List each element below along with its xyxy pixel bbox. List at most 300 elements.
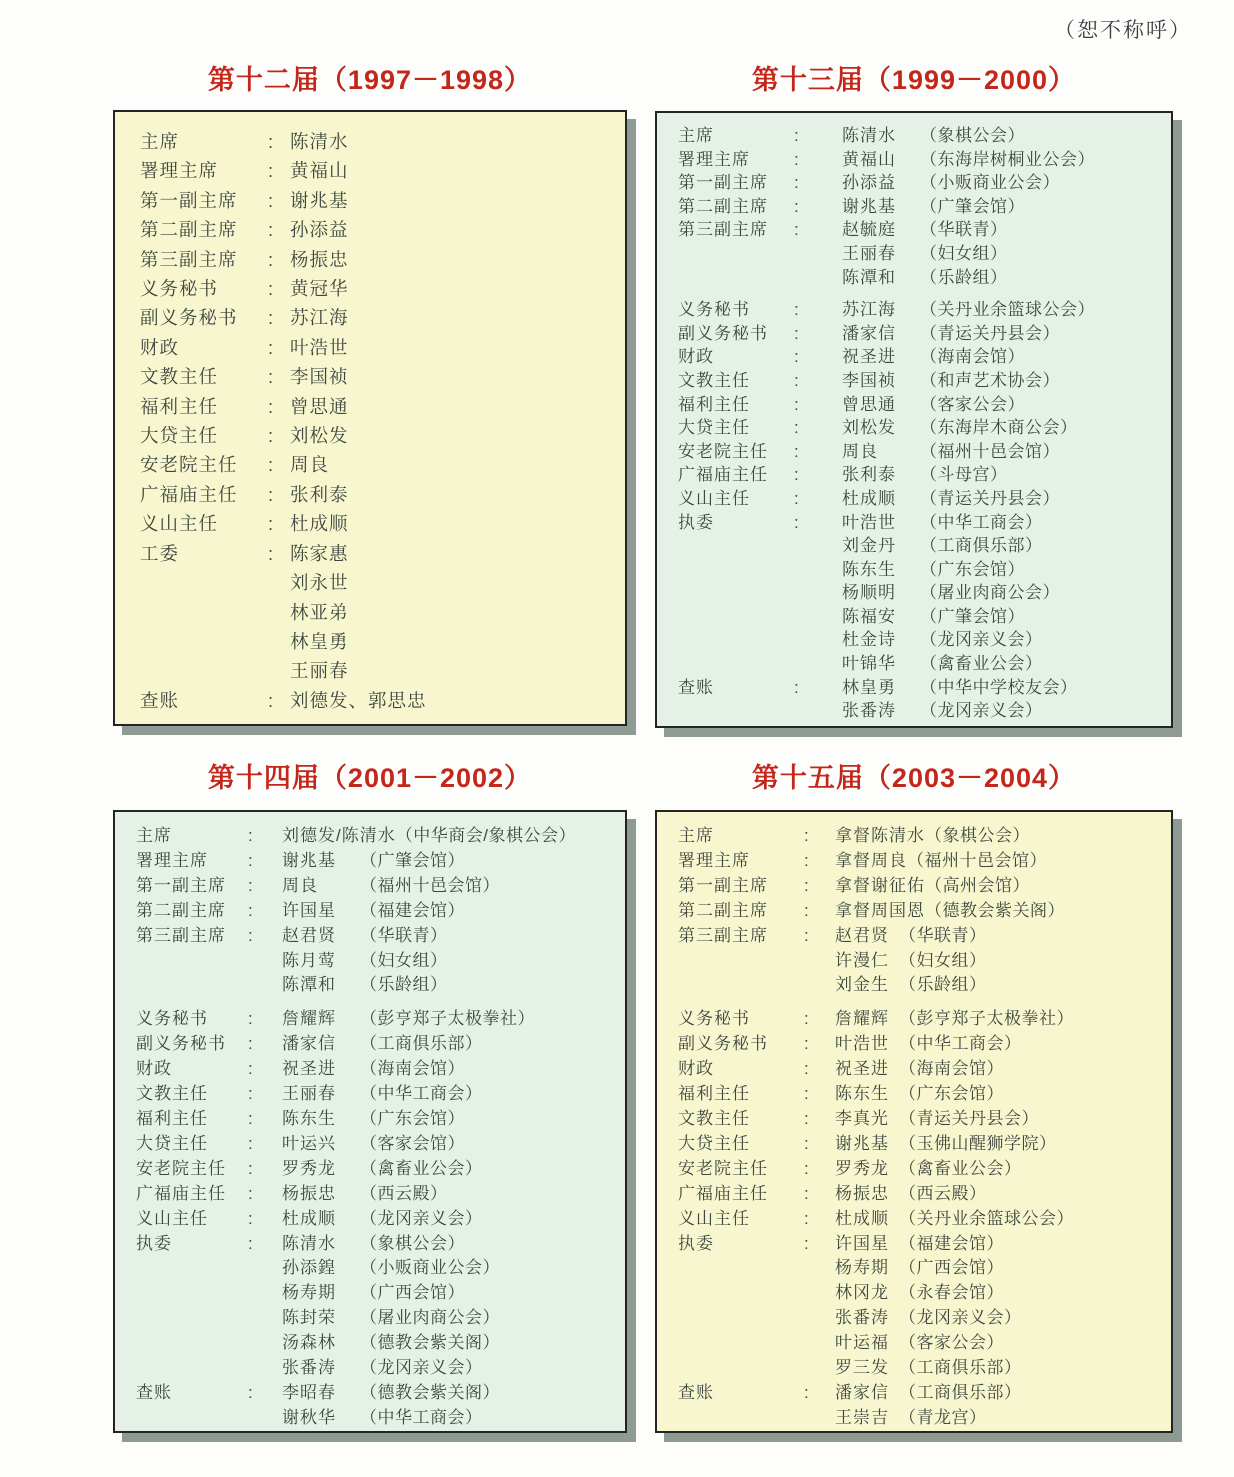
role-label: 大贷主任 — [140, 425, 219, 447]
member-entries — [282, 1157, 620, 1182]
member-entry — [835, 1207, 1166, 1232]
member-entry — [842, 699, 1166, 723]
committee-row — [136, 1157, 620, 1182]
member-name: 刘松发 — [290, 425, 349, 447]
member-entry — [282, 1082, 620, 1107]
role-label: 第二副主席 — [136, 900, 226, 920]
member-entry — [290, 186, 619, 215]
committee-row — [678, 1082, 1166, 1107]
member-entries — [842, 195, 1166, 219]
role-label: 副义务秘书 — [678, 323, 768, 343]
member-org: （工商俱乐部） — [899, 1358, 1022, 1378]
member-org: （青运关丹县会） — [899, 1108, 1039, 1128]
role-label: 第三副主席 — [678, 220, 768, 240]
committee-row — [678, 345, 1166, 369]
member-name: 林皇勇 — [290, 630, 349, 652]
role-label: 文教主任 — [678, 1108, 750, 1128]
member-entries — [842, 511, 1166, 676]
member-org: （中华工商会） — [920, 512, 1043, 532]
role-label: 查账 — [140, 689, 180, 711]
member-org: （广东会馆） — [920, 559, 1025, 579]
committee-row — [140, 480, 619, 509]
member-name: 陈东生 — [835, 1084, 889, 1104]
member-entries — [290, 686, 619, 715]
colon-separator: : — [248, 1009, 253, 1029]
committee-row — [140, 362, 619, 391]
member-org: （玉佛山醒狮学院） — [899, 1133, 1057, 1153]
role-label: 第二副主席 — [678, 900, 768, 920]
colon-separator: : — [794, 488, 799, 508]
committee-row — [678, 171, 1166, 195]
committee-row — [136, 924, 620, 999]
member-entry — [835, 1281, 1166, 1306]
member-org: （华联青） — [360, 925, 448, 945]
role-label: 财政 — [678, 347, 714, 367]
member-org: （龙冈亲义会） — [360, 1358, 483, 1378]
member-entry — [290, 656, 619, 685]
committee-row — [140, 539, 619, 686]
member-entries — [290, 245, 619, 274]
member-name: 叶浩世 — [835, 1034, 889, 1054]
colon-separator: : — [794, 465, 799, 485]
member-entries — [282, 1182, 620, 1207]
member-name: 杨振忠 — [290, 248, 349, 270]
committee-row — [136, 1057, 620, 1082]
member-name: 曾思通 — [290, 395, 349, 417]
member-org: （工商俱乐部） — [360, 1034, 483, 1054]
colon-separator: : — [804, 1059, 809, 1079]
member-org: （和声艺术协会） — [920, 370, 1060, 390]
role-label: 大贷主任 — [136, 1133, 208, 1153]
role-label: 义山主任 — [140, 513, 219, 535]
colon-separator: : — [804, 925, 809, 945]
role-label: 广福庙主任 — [678, 1183, 768, 1203]
member-org: （彭亨郑子太极拳社） — [899, 1009, 1074, 1029]
colon-separator: : — [794, 441, 799, 461]
member-name: 周良 — [282, 875, 318, 895]
member-name: 陈东生 — [282, 1108, 336, 1128]
member-entry — [282, 973, 620, 998]
member-org: （西云殿） — [899, 1183, 987, 1203]
member-entries — [290, 274, 619, 303]
role-label: 福利主任 — [140, 395, 219, 417]
member-entries — [835, 1107, 1166, 1132]
committee-row — [136, 1381, 620, 1431]
member-entries — [842, 345, 1166, 369]
member-org: （禽畜业公会） — [920, 654, 1043, 674]
colon-separator: : — [794, 196, 799, 216]
member-name: 张番涛 — [842, 701, 896, 721]
member-name: 陈清水 — [290, 131, 349, 152]
role-label: 文教主任 — [136, 1084, 208, 1104]
member-entries — [835, 1007, 1166, 1032]
member-entries — [842, 487, 1166, 511]
member-name: 叶运兴 — [282, 1133, 336, 1153]
member-entries — [835, 899, 1166, 924]
member-name: 赵君贤 — [282, 925, 336, 945]
member-entries — [290, 509, 619, 538]
committee-row — [678, 1207, 1166, 1232]
committee-row — [678, 218, 1166, 289]
member-org: （龙冈亲义会） — [899, 1308, 1022, 1328]
colon-separator: : — [248, 900, 253, 920]
member-name: 杨顺明 — [842, 583, 896, 603]
member-entry — [282, 899, 620, 924]
colon-separator: : — [248, 1034, 253, 1054]
member-name: 杜成顺 — [835, 1208, 889, 1228]
role-label: 主席 — [678, 126, 714, 145]
member-name: 谢兆基 — [835, 1133, 889, 1153]
member-entries — [835, 874, 1166, 899]
role-label: 署理主席 — [136, 850, 208, 870]
role-label: 第一副主席 — [136, 875, 226, 895]
committee-row — [678, 1032, 1166, 1057]
member-entry — [290, 303, 619, 332]
member-entry — [835, 1232, 1166, 1257]
member-org: （妇女组） — [899, 950, 987, 970]
member-entry — [282, 1107, 620, 1132]
member-entry — [835, 1406, 1166, 1431]
member-org: （广东会馆） — [899, 1084, 1004, 1104]
member-name: 张番涛 — [282, 1358, 336, 1378]
committee-row — [678, 393, 1166, 417]
colon-separator: : — [794, 173, 799, 193]
member-entry — [842, 652, 1166, 676]
member-name: 林亚弟 — [290, 601, 349, 623]
member-entries — [290, 127, 619, 156]
member-org: （小贩商业公会） — [360, 1258, 500, 1278]
colon-separator: : — [794, 323, 799, 343]
member-name: 张利泰 — [842, 465, 896, 485]
member-name: 陈福安 — [842, 606, 896, 626]
colon-separator: : — [804, 1208, 809, 1228]
role-label: 大贷主任 — [678, 418, 750, 438]
member-entries — [290, 450, 619, 479]
member-entry — [282, 1132, 620, 1157]
member-org: （屠业肉商公会） — [920, 583, 1060, 603]
colon-separator: : — [804, 850, 809, 870]
member-entry — [282, 874, 620, 899]
member-entry — [835, 1381, 1166, 1406]
colon-separator: : — [248, 1084, 253, 1104]
role-label: 署理主席 — [678, 850, 750, 870]
member-entry — [835, 1007, 1166, 1032]
member-entry — [282, 1331, 620, 1356]
colon-separator: : — [268, 513, 274, 535]
member-name: 杨寿期 — [835, 1258, 889, 1278]
member-entry — [290, 686, 619, 715]
member-org: （中华中学校友会） — [920, 677, 1078, 697]
member-entry — [282, 1007, 620, 1032]
member-entry — [835, 949, 1166, 974]
member-name: 许国星 — [282, 900, 336, 920]
colon-separator: : — [268, 248, 274, 270]
committee-row — [136, 1207, 620, 1232]
committee-row — [678, 1157, 1166, 1182]
member-entry — [835, 1107, 1166, 1132]
role-label: 义山主任 — [136, 1208, 208, 1228]
member-entries — [835, 1032, 1166, 1057]
role-label: 第一副主席 — [678, 875, 768, 895]
member-entry — [290, 450, 619, 479]
colon-separator: : — [794, 220, 799, 240]
member-org: （客家公会） — [920, 394, 1025, 414]
member-entries — [282, 824, 620, 849]
role-label: 查账 — [678, 1382, 714, 1402]
committee-row — [678, 1057, 1166, 1082]
member-entry — [842, 322, 1166, 346]
member-name: 王崇吉 — [835, 1407, 889, 1427]
committee-row — [678, 874, 1166, 899]
colon-separator: : — [248, 1108, 253, 1128]
member-name: 张番涛 — [835, 1308, 889, 1328]
role-label: 执委 — [678, 512, 714, 532]
member-entries — [842, 463, 1166, 487]
committee-row — [678, 1232, 1166, 1381]
colon-separator: : — [794, 149, 799, 169]
panel-title-term-13: 第十三届（1999－2000） — [751, 65, 1077, 95]
committee-row — [136, 874, 620, 899]
committee-row — [678, 849, 1166, 874]
member-entry — [842, 171, 1166, 195]
corner-note: （恕不称呼） — [1054, 19, 1192, 42]
member-entry — [290, 245, 619, 274]
member-org: （德教会紫关阁） — [360, 1382, 500, 1402]
member-name: 黄冠华 — [290, 278, 349, 300]
member-name: 周良 — [842, 441, 878, 461]
member-org: （关丹业余篮球公会） — [920, 300, 1095, 320]
colon-separator: : — [268, 131, 274, 152]
colon-separator: : — [268, 366, 274, 388]
member-name: 孙添益 — [842, 173, 896, 193]
member-entry — [835, 849, 1166, 874]
member-entries — [290, 186, 619, 215]
colon-separator: : — [804, 1084, 809, 1104]
committee-row — [136, 1032, 620, 1057]
committee-row — [678, 924, 1166, 999]
panel-title-term-15: 第十五届（2003－2004） — [751, 763, 1077, 793]
role-label: 查账 — [678, 677, 714, 697]
member-name: 刘德发/陈清水 — [282, 826, 396, 845]
member-name: 林冈龙 — [835, 1283, 889, 1303]
member-name: 罗秀龙 — [282, 1158, 336, 1178]
member-entries — [282, 849, 620, 874]
member-name: 王丽春 — [282, 1084, 336, 1104]
committee-row — [140, 127, 619, 156]
member-entry — [282, 1232, 620, 1257]
member-entry — [282, 1057, 620, 1082]
member-entries — [835, 1182, 1166, 1207]
member-entries — [835, 1057, 1166, 1082]
colon-separator: : — [804, 1158, 809, 1178]
committee-row — [140, 392, 619, 421]
role-label: 福利主任 — [678, 394, 750, 414]
member-org: （德教会紫关阁） — [360, 1333, 500, 1353]
committee-row — [678, 824, 1166, 849]
member-name: 林皇勇 — [842, 677, 896, 697]
member-entries — [282, 899, 620, 924]
member-org: （青龙宫） — [899, 1407, 987, 1427]
member-entry — [290, 362, 619, 391]
colon-separator: : — [794, 677, 799, 697]
role-label: 第三副主席 — [140, 248, 238, 270]
committee-row — [678, 195, 1166, 219]
role-label: 义务秘书 — [678, 300, 750, 320]
member-org: （东海岸树桐业公会） — [920, 149, 1095, 169]
committee-row — [136, 849, 620, 874]
colon-separator: : — [248, 1382, 253, 1402]
committee-row — [136, 824, 620, 849]
member-name: 刘金丹 — [842, 536, 896, 556]
member-name: 曾思通 — [842, 394, 896, 414]
member-entries — [835, 1082, 1166, 1107]
committee-row — [678, 676, 1166, 723]
member-name: 潘家信 — [282, 1034, 336, 1054]
member-entries — [842, 148, 1166, 172]
member-name: 祝圣进 — [842, 347, 896, 367]
member-org: （广肇会馆） — [360, 850, 465, 870]
colon-separator: : — [248, 875, 253, 895]
committee-row — [140, 245, 619, 274]
committee-row — [140, 186, 619, 215]
member-name: 谢兆基 — [282, 850, 336, 870]
member-entry — [282, 1356, 620, 1381]
member-entry — [290, 627, 619, 656]
member-org: （高州会馆） — [925, 875, 1030, 895]
member-entry — [835, 824, 1166, 849]
member-org: （工商俱乐部） — [899, 1382, 1022, 1402]
role-label: 副义务秘书 — [140, 307, 238, 329]
colon-separator: : — [268, 395, 274, 417]
member-entries — [290, 156, 619, 185]
member-org: （龙冈亲义会） — [920, 630, 1043, 650]
member-entries — [842, 322, 1166, 346]
member-entries — [282, 1082, 620, 1107]
member-entries — [842, 218, 1166, 289]
role-label: 副义务秘书 — [678, 1034, 768, 1054]
member-org: （青运关丹县会） — [920, 323, 1060, 343]
committee-row — [678, 1182, 1166, 1207]
member-org: （象棋公会） — [360, 1233, 465, 1253]
member-entry — [842, 558, 1166, 582]
colon-separator: : — [804, 900, 809, 920]
role-label: 广福庙主任 — [140, 483, 238, 505]
role-label: 义务秘书 — [678, 1009, 750, 1029]
member-entries — [842, 676, 1166, 723]
member-entry — [282, 1406, 620, 1431]
member-entry — [835, 1182, 1166, 1207]
member-entries — [835, 1232, 1166, 1381]
member-entries — [842, 298, 1166, 322]
committee-row — [136, 1007, 620, 1032]
member-org: （妇女组） — [920, 243, 1008, 263]
committee-row — [678, 487, 1166, 511]
member-entry — [290, 156, 619, 185]
member-entry — [835, 1157, 1166, 1182]
member-org: （广肇会馆） — [920, 606, 1025, 626]
member-org: （广西会馆） — [899, 1258, 1004, 1278]
role-label: 安老院主任 — [136, 1158, 226, 1178]
colon-separator: : — [794, 126, 799, 145]
colon-separator: : — [268, 542, 274, 564]
role-label: 福利主任 — [136, 1108, 208, 1128]
role-label: 义务秘书 — [136, 1009, 208, 1029]
member-org: （客家公会） — [899, 1333, 1004, 1353]
role-label: 主席 — [140, 131, 180, 152]
role-label: 第三副主席 — [678, 925, 768, 945]
member-entry — [835, 924, 1166, 949]
member-entries — [282, 924, 620, 999]
member-name: 杜成顺 — [842, 488, 896, 508]
member-org: （龙冈亲义会） — [920, 701, 1043, 721]
member-name: 周良 — [290, 454, 330, 476]
member-entry — [842, 148, 1166, 172]
member-name: 杜成顺 — [290, 513, 349, 535]
member-org: （禽畜业公会） — [360, 1158, 483, 1178]
role-label: 查账 — [136, 1382, 172, 1402]
committee-row — [678, 298, 1166, 322]
member-org: （工商俱乐部） — [920, 536, 1043, 556]
member-entry — [835, 1356, 1166, 1381]
member-entry — [290, 539, 619, 568]
colon-separator: : — [794, 347, 799, 367]
member-org: （青运关丹县会） — [920, 488, 1060, 508]
member-org: （广西会馆） — [360, 1283, 465, 1303]
member-entry — [282, 1306, 620, 1331]
member-entry — [290, 127, 619, 156]
member-name: 刘金生 — [835, 975, 889, 995]
member-entry — [290, 274, 619, 303]
member-entry — [842, 487, 1166, 511]
member-name: 潘家信 — [835, 1382, 889, 1402]
member-name: 拿督周良 — [835, 850, 907, 870]
colon-separator: : — [268, 278, 274, 300]
member-entries — [842, 171, 1166, 195]
role-label: 福利主任 — [678, 1084, 750, 1104]
member-entry — [282, 1281, 620, 1306]
member-org: （中华商会/象棋公会） — [395, 826, 576, 845]
member-entries — [290, 539, 619, 686]
member-entries — [290, 215, 619, 244]
member-entries — [835, 1381, 1166, 1431]
member-org: （海南会馆） — [899, 1059, 1004, 1079]
member-entries — [842, 416, 1166, 440]
member-entry — [842, 195, 1166, 219]
member-entry — [290, 509, 619, 538]
panel-term-14 — [113, 810, 627, 1433]
member-entry — [290, 392, 619, 421]
member-entry — [835, 1132, 1166, 1157]
committee-row — [678, 1381, 1166, 1431]
panel-title-term-14: 第十四届（2001－2002） — [207, 763, 533, 793]
member-entry — [290, 333, 619, 362]
member-org: （乐龄组） — [360, 975, 448, 995]
colon-separator: : — [268, 219, 274, 241]
role-label: 文教主任 — [140, 366, 219, 388]
member-entry — [282, 1381, 620, 1406]
colon-separator: : — [804, 1382, 809, 1402]
member-entry — [282, 1182, 620, 1207]
member-name: 谢兆基 — [842, 196, 896, 216]
member-entry — [842, 581, 1166, 605]
colon-separator: : — [804, 875, 809, 895]
member-entry — [290, 480, 619, 509]
role-label: 义山主任 — [678, 488, 750, 508]
member-org: （象棋公会） — [925, 826, 1030, 845]
member-entry — [290, 215, 619, 244]
member-entries — [842, 124, 1166, 148]
member-entry — [835, 899, 1166, 924]
